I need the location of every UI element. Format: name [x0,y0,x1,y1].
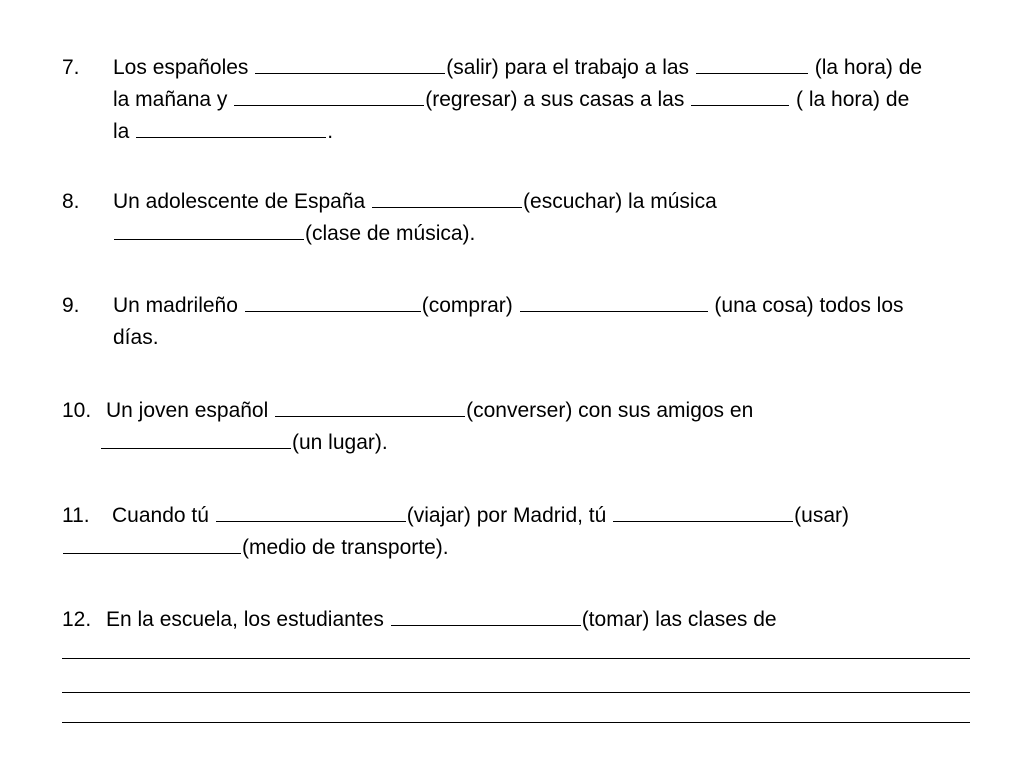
question-line: (un lugar). [100,427,753,459]
answer-blank[interactable] [696,53,808,74]
question-8-text [113,186,717,250]
question-line: (clase de música). [113,218,717,250]
answer-blank[interactable] [136,117,326,138]
question-11-text [112,500,849,532]
question-10 [62,395,91,427]
answer-blank[interactable] [520,291,708,312]
question-line: (medio de transporte). [62,532,449,564]
answer-blank[interactable] [114,219,304,240]
question-line: la mañana y (regresar) a sus casas a las ( la hora) de [113,84,922,116]
question-number: 8. [62,190,80,213]
answer-blank[interactable] [255,53,445,74]
question-8 [62,186,80,218]
question-9 [62,290,80,322]
question-number: 12. [62,608,92,631]
question-line: días. [113,326,159,349]
question-12 [62,604,91,636]
question-line: Un madrileño (comprar) (una cosa) todos los [113,290,904,322]
answer-blank[interactable] [372,187,522,208]
answer-blank[interactable] [216,501,406,522]
answer-blank[interactable] [691,85,789,106]
answer-blank[interactable] [245,291,421,312]
question-7 [62,52,80,84]
question-11-text-cont [62,532,449,564]
answer-blank[interactable] [63,533,241,554]
question-number: 7. [62,56,80,79]
question-line: Un adolescente de España (escuchar) la música [113,186,717,218]
question-line: En la escuela, los estudiantes (tomar) las clases de [106,604,777,636]
question-line: la . [113,116,922,148]
question-11 [62,500,90,532]
question-number: 10. [62,399,92,422]
answer-blank[interactable] [234,85,424,106]
answer-blank[interactable] [101,428,291,449]
answer-line[interactable] [62,658,970,659]
answer-blank[interactable] [613,501,793,522]
question-number: 11. [62,504,90,527]
question-12-text [106,604,777,636]
question-7-text [113,52,922,148]
question-line: Un joven español (converser) con sus amigos en [106,395,753,427]
question-line: Cuando tú (viajar) por Madrid, tú (usar) [112,500,849,532]
question-line: Los españoles (salir) para el trabajo a las (la hora) de [113,52,922,84]
answer-line[interactable] [62,692,970,693]
answer-blank[interactable] [391,605,581,626]
question-number: 9. [62,294,80,317]
question-9-text [113,290,904,354]
question-10-text [106,395,753,459]
answer-blank[interactable] [275,396,465,417]
answer-line[interactable] [62,722,970,723]
